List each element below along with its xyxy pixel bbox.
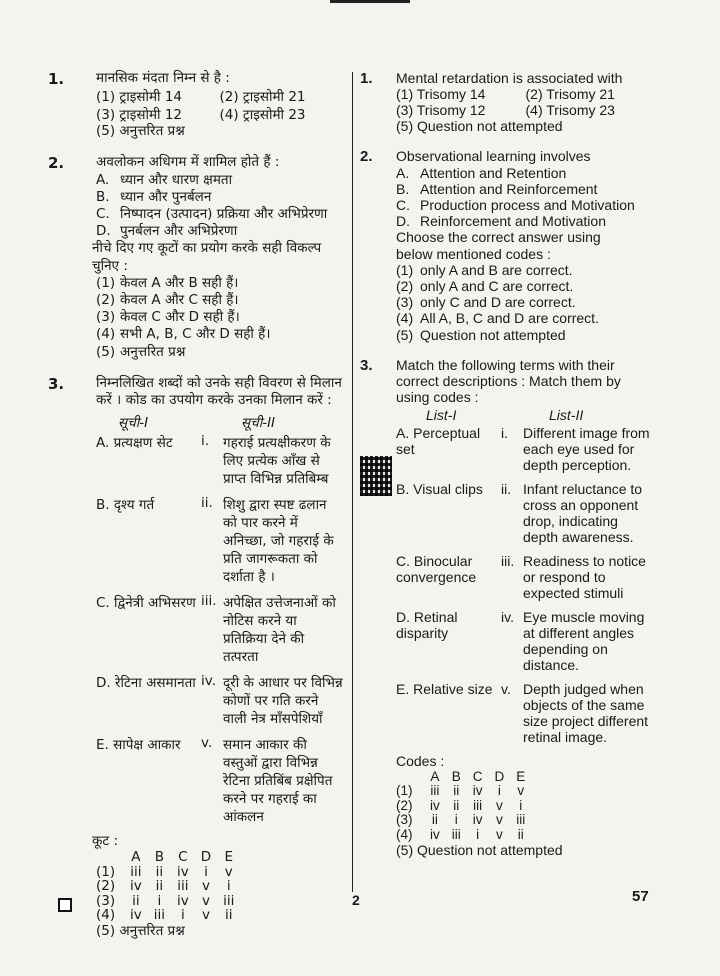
match-row: B. Visual clips ii. Infant reluctance to cross an opponent drop, indicating depth awareness. xyxy=(396,481,643,546)
option-2: (2) only A and C are correct. xyxy=(396,278,574,295)
option-2: (2) ट्राइसोमी 21 xyxy=(219,89,306,106)
statement-a: A. ध्यान और धारण क्षमता xyxy=(96,171,233,188)
instruction: below mentioned codes : xyxy=(396,245,551,262)
question-number: 1. xyxy=(360,70,373,87)
list-2-heading: सूची-II xyxy=(241,415,276,432)
statement-c: C. Production process and Motivation xyxy=(396,197,635,214)
list-header xyxy=(396,407,655,423)
match-row: B. दृश्य गर्त ii. शिशु द्वारा स्पष्ट ढलान को पार करने में अनिच्छा, जो गहराई के प्रति जागरूकता को दर्शाता है । xyxy=(96,495,334,586)
list-2-heading: List-II xyxy=(549,407,584,424)
codes-row: (4) iv iii i v ii xyxy=(96,907,233,924)
option-3: (3) only C and D are correct. xyxy=(396,294,576,311)
match-row: D. Retinal disparity iv. Eye muscle moving at different angles depending on distance. xyxy=(396,609,645,674)
question-number: 1. xyxy=(48,70,65,88)
option-5: (5) Question not attempted xyxy=(396,118,563,135)
question-1-english xyxy=(360,70,655,134)
english-column xyxy=(360,70,655,872)
list-header xyxy=(96,413,343,431)
question-stem: Mental retardation is associated with xyxy=(396,70,623,86)
question-stem: correct descriptions : Match them by xyxy=(396,373,621,390)
question-number: 3. xyxy=(48,374,65,393)
statement-d: D. पुनर्बलन और अभिप्रेरणा xyxy=(96,223,238,240)
option-row xyxy=(396,86,655,102)
codes-row: (2) iv ii iii v i xyxy=(96,878,231,895)
match-row: C. द्विनेत्री अभिसरण iii. अपेक्षित उत्तेजनाओं को नोटिस करने या प्रतिक्रिया देने की तत्परता xyxy=(96,593,336,666)
match-row: C. Binocular convergence iii. Readiness to notice or respond to expected stimuli xyxy=(396,553,646,602)
option-5: (5) अनुत्तरित प्रश्न xyxy=(96,922,185,939)
match-row: E. Relative size v. Depth judged when objects of the same size project different retinal image. xyxy=(396,681,649,746)
option-row xyxy=(396,102,655,118)
question-stem: करें । कोड का उपयोग करके उनका मिलान करें : xyxy=(96,392,332,409)
codes-row: (4) iv iii i v ii xyxy=(396,826,524,842)
option-2: (2) Trisomy 21 xyxy=(525,86,615,103)
option-2: (2) केवल A और C सही हैं। xyxy=(96,292,239,309)
barcode-icon xyxy=(360,456,392,496)
match-row: A. Perceptual set i. Different image from each eye used for depth perception. xyxy=(396,425,650,474)
option-4: (4) All A, B, C and D are correct. xyxy=(396,310,599,327)
hindi-column xyxy=(48,70,343,954)
option-4: (4) सभी A, B, C और D सही हैं। xyxy=(96,326,271,343)
question-stem: Observational learning involves xyxy=(396,148,591,165)
statement-d: D. Reinforcement and Motivation xyxy=(396,213,606,230)
question-stem: using codes : xyxy=(396,389,479,406)
statement-c: C. निष्पादन (उत्पादन) प्रक्रिया और अभिप्रेरणा xyxy=(96,206,328,223)
statement-b: B. Attention and Reinforcement xyxy=(396,180,598,197)
codes-label: Codes : xyxy=(396,753,445,770)
top-edge-mark xyxy=(330,0,410,3)
instruction: चुनिए : xyxy=(92,257,128,274)
option-4: (4) Trisomy 23 xyxy=(525,102,615,119)
match-row: A. प्रत्यक्षण सेट i. गहराई प्रत्यक्षीकरण के लिए प्रत्येक आँख से प्राप्त विभिन्न प्रतिबिम्ब xyxy=(96,433,331,488)
match-row: E. सापेक्ष आकार v. समान आकार की वस्तुओं द्वारा विभिन्न रेटिना प्रतिबिंब प्रक्षेपित करने पर गहराई का आंकलन xyxy=(96,735,333,826)
question-number: 2. xyxy=(360,148,373,166)
column-divider xyxy=(352,72,353,892)
question-stem: मानसिक मंदता निम्न से है : xyxy=(96,70,230,86)
instruction: Choose the correct answer using xyxy=(396,229,601,246)
codes-row: (3) ii i iv v iii xyxy=(96,892,235,909)
codes-row: (2) iv ii iii v i xyxy=(396,797,523,813)
statement-a: A. Attention and Retention xyxy=(396,164,567,181)
option-1: (1) केवल A और B सही हैं। xyxy=(96,274,239,291)
square-marker-icon xyxy=(58,898,72,912)
codes-table xyxy=(396,770,531,843)
question-3-english xyxy=(360,357,655,859)
sheet-number: 57 xyxy=(632,888,649,905)
codes-label: कूट : xyxy=(92,833,119,850)
codes-row: (1) iii ii iv i v xyxy=(396,783,525,799)
statement-b: B. ध्यान और पुनर्बलन xyxy=(96,188,212,205)
question-stem: अवलोकन अधिगम में शामिल होते हैं : xyxy=(96,154,280,171)
instruction: नीचे दिए गए कूटों का प्रयोग करके सही विकल्प xyxy=(92,240,322,257)
codes-table xyxy=(96,850,240,923)
question-1-hindi xyxy=(48,70,343,140)
option-5: (5) अनुत्तरित प्रश्न xyxy=(96,123,185,140)
question-2-hindi xyxy=(48,154,343,360)
codes-header-row: A B C D E xyxy=(430,768,526,784)
option-row xyxy=(96,105,343,123)
question-2-english xyxy=(360,148,655,342)
page-number: 2 xyxy=(352,892,360,908)
option-1: (1) Trisomy 14 xyxy=(396,86,486,103)
codes-header-row: A B C D E xyxy=(131,849,234,866)
question-3-hindi xyxy=(48,375,343,940)
option-1: (1) ट्राइसोमी 14 xyxy=(96,89,183,106)
option-3: (3) Trisomy 12 xyxy=(396,102,486,119)
question-stem: निम्नलिखित शब्दों को उनके सही विवरण से मिलान xyxy=(96,374,342,391)
option-3: (3) ट्राइसोमी 12 xyxy=(96,107,183,124)
option-5: (5) अनुत्तरित प्रश्न xyxy=(96,343,186,360)
question-number: 3. xyxy=(360,356,373,374)
list-1-heading: सूची-I xyxy=(118,415,149,432)
question-stem: Match the following terms with their xyxy=(396,356,615,373)
option-5: (5) Question not attempted xyxy=(396,326,566,343)
question-number: 2. xyxy=(48,154,65,173)
option-4: (4) ट्राइसोमी 23 xyxy=(219,107,306,124)
codes-row: (3) ii i iv v iii xyxy=(396,812,526,828)
option-1: (1) only A and B are correct. xyxy=(396,261,573,278)
option-5: (5) Question not attempted xyxy=(396,842,563,859)
match-row: D. रेटिना असमानता iv. दूरी के आधार पर विभिन्न कोणों पर गति करने वाली नेत्र माँसपेशियाँ xyxy=(96,673,343,728)
codes-row: (1) iii ii iv i v xyxy=(96,863,233,880)
option-3: (3) केवल C और D सही हैं। xyxy=(96,309,240,326)
list-1-heading: List-I xyxy=(426,407,457,424)
option-row xyxy=(96,87,343,105)
